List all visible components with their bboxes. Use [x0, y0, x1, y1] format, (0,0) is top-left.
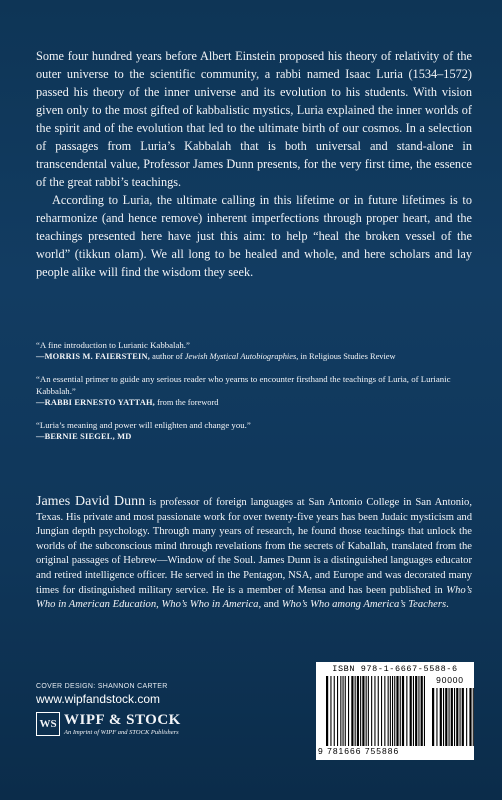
isbn-barcode: [316, 662, 474, 760]
endorsement-author: —RABBI ERNESTO YATTAH,: [36, 398, 155, 407]
bio-separator: , and: [258, 599, 282, 611]
endorsement-text: “Luria’s meaning and power will enlighten and change you.”: [36, 420, 251, 430]
endorsement-author: —MORRIS M. FAIERSTEIN,: [36, 352, 151, 361]
blurb-paragraph-2: According to Luria, the ultimate calling in this lifetime or in future lifetimes is to reharmonize (and hence remove) inherent imperfections through proper heart, and the teachings presented here have just this aim: to help “heal the broken vessel of the world” (tikkun olam). We all long to be healed and whole, and here scholars and lay people alike will find the wisdom they seek.: [36, 193, 472, 279]
barcode-bar: [340, 676, 341, 746]
barcode-bar: [355, 676, 356, 746]
endorsement-attribution: [36, 351, 472, 363]
barcode-bar: [396, 676, 398, 746]
barcode-bar: [445, 688, 447, 746]
publisher-name: WIPF & STOCK: [64, 712, 181, 728]
endorsement-source: from the foreword: [154, 398, 219, 407]
barcode-bar: [348, 676, 349, 746]
barcode-bar: [390, 676, 391, 746]
blurb: [36, 47, 472, 281]
barcode-bar: [432, 688, 434, 746]
barcode-bar: [362, 676, 364, 746]
endorsement: [36, 373, 472, 409]
barcode-bar: [368, 676, 369, 746]
barcode-bar: [460, 688, 461, 746]
cover-design-credit: COVER DESIGN: SHANNON CARTER: [36, 683, 168, 690]
publisher-logo: [36, 712, 181, 736]
endorsements: [36, 339, 472, 453]
barcode-bar: [469, 688, 471, 746]
endorsement-attribution: [36, 397, 472, 409]
barcode-bar: [443, 688, 444, 746]
endorsement-author: —BERNIE SIEGEL, MD: [36, 432, 132, 441]
publisher-imprint: An Imprint of WIPF and STOCK Publishers: [64, 729, 179, 736]
barcode-bar: [366, 676, 367, 746]
endorsement-text: “A fine introduction to Lurianic Kabbalah.”: [36, 340, 190, 350]
barcode-bar: [454, 688, 455, 746]
barcode-bar: [449, 688, 450, 746]
endorsement-source: author of: [150, 352, 185, 361]
isbn-label: ISBN 978-1-6667-5588-6: [332, 664, 458, 674]
barcode-bar: [351, 676, 353, 746]
blurb-paragraph-1: Some four hundred years before Albert Einstein proposed his theory of relativity of the outer universe to the scientific community, a rabbi named Isaac Luria (1534–1572) passed his theory of the inner universe and its evolution to his students. With vision given only to the most gifted of kabbalistic mystics, Luria explained the inner worlds of the spirit and of the evolution that led to the ultimate birth of our cosmos. In a selection of passages from Luria’s Kabbalah that is both universal and stand-alone in transcendental value, Professor James Dunn presents, for the very first time, the essence of the great rabbi’s teachings.: [36, 49, 472, 189]
barcode-bar: [374, 676, 375, 746]
barcode-bar: [378, 676, 379, 746]
barcode-bar: [410, 676, 412, 746]
barcode-bar: [337, 676, 338, 746]
ws-logo-icon: WS: [36, 712, 60, 736]
barcode-bar: [334, 676, 335, 746]
price-addon: 90000: [436, 675, 464, 685]
barcode-bar: [394, 676, 395, 746]
bio-publication: Who’s Who in American Education: [36, 584, 472, 611]
endorsement: [36, 419, 472, 443]
barcode-bar: [402, 676, 404, 746]
barcode-bar: [326, 676, 328, 746]
barcode-bar: [473, 688, 474, 746]
barcode-bar: [466, 688, 467, 746]
barcode-bar: [436, 688, 437, 746]
publisher-wordmark: [64, 712, 181, 736]
bio-end: .: [446, 599, 449, 611]
barcode-bar: [345, 676, 346, 746]
barcode-bar: [451, 688, 453, 746]
barcode-bar: [392, 676, 393, 746]
endorsement-text: “An essential primer to guide any serious reader who yearns to encounter firsthand the teachings of Luria, of Lurianic Kabbalah.”: [36, 374, 451, 396]
endorsement-source-title: Jewish Mystical Autobiographies: [184, 352, 297, 361]
bio-separator: ,: [156, 599, 162, 611]
endorsement-source-rest: , in Religious Studies Review: [296, 352, 396, 361]
barcode-bar: [384, 676, 385, 746]
publisher-url[interactable]: www.wipfandstock.com: [36, 692, 161, 706]
barcode-bar: [415, 676, 417, 746]
author-bio: [36, 495, 472, 613]
author-name: James David Dunn: [36, 494, 146, 509]
barcode-bar: [424, 676, 425, 746]
endorsement: [36, 339, 472, 363]
barcode-bar: [330, 676, 331, 746]
barcode-bar: [388, 676, 389, 746]
barcode-bar: [421, 676, 423, 746]
barcode-bar: [371, 676, 372, 746]
ean-number: 9 781666 755886: [318, 746, 400, 756]
barcode-bar: [418, 676, 419, 746]
barcode-bar: [456, 688, 458, 746]
endorsement-attribution: [36, 431, 472, 443]
publisher-credits: [36, 683, 181, 736]
bio-publication: Who’s Who among America’s Teachers: [281, 599, 447, 611]
bio-text: is professor of foreign languages at San Antonio College in San Antonio, Texas. His private and most passionate work for over twenty-five years has been Judaic mysticism and Jungian depth psychology. Through many years of research, he found those teachings that unlock the worlds of the subconscious mind through revelations from the secrets of Kaballah, translated from the original passages of Hebrew—Window of the Soul. James Dunn is a distinguished languages educator and retired intelligence officer. He served in the Pentagon, NSA, and Europe and was decorated many times for distinguished military service. He is a member of Mensa and has been published in: [36, 497, 472, 596]
barcode-bar: [381, 676, 382, 746]
bio-publication: Who’s Who in America: [161, 599, 259, 611]
barcode-bar: [462, 688, 464, 746]
barcode-bar: [343, 676, 344, 746]
barcode-bar: [360, 676, 361, 746]
barcode-bar: [413, 676, 414, 746]
barcode-bar: [400, 676, 401, 746]
barcode-bar: [357, 676, 359, 746]
barcode-bar: [440, 688, 442, 746]
barcode-bar: [406, 676, 407, 746]
